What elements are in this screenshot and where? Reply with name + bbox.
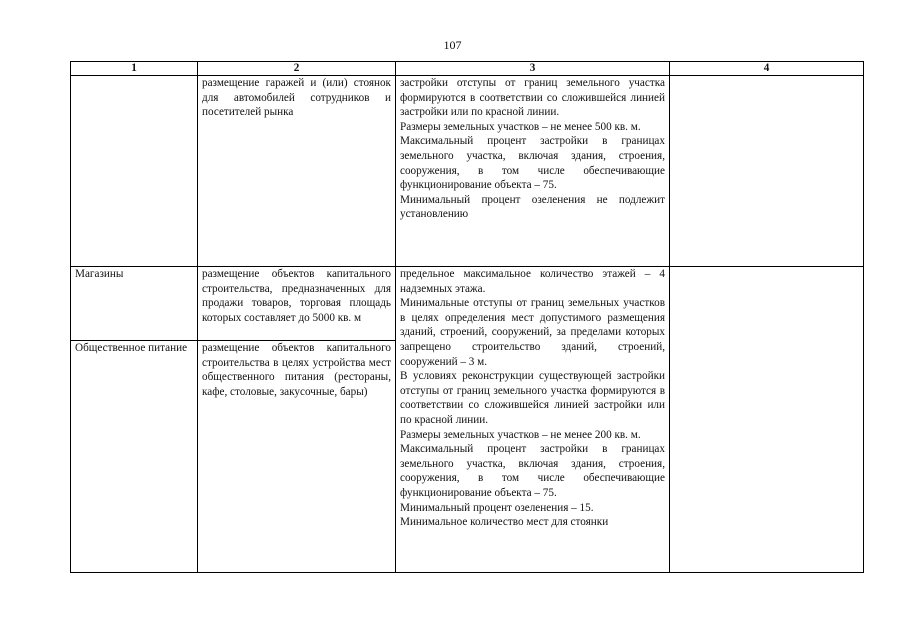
header-cell-4: 4 bbox=[670, 62, 864, 76]
parameter-paragraph: Минимальные отступы от границ земельных участков в целях определения мест допустимого размещения зданий, строений, сооружений, за пределами которых запрещено строительство зданий, строений, сооружений – 3 м. bbox=[400, 297, 665, 368]
notes-cell bbox=[670, 267, 864, 573]
use-description-cell bbox=[198, 76, 396, 267]
header-cell-3: 3 bbox=[396, 62, 670, 76]
header-cell-2: 2 bbox=[198, 62, 396, 76]
parameter-paragraph: Размеры земельных участков – не менее 200 кв. м. bbox=[400, 428, 641, 441]
parameter-paragraph: Размеры земельных участков – не менее 500 кв. м. bbox=[400, 120, 641, 133]
use-description-text: размещение гаражей и (или) стоянок для автомобилей сотрудников и посетителей рынка bbox=[202, 77, 391, 119]
use-description-text: размещение объектов капитального строительства в целях устройства мест общественного питания (рестораны, кафе, столовые, закусочные, бары) bbox=[202, 342, 391, 398]
use-type-cell bbox=[71, 341, 198, 573]
parameter-paragraph: предельное максимальное количество этажей – 4 надземных этажа. bbox=[400, 268, 665, 295]
use-description-cell bbox=[198, 267, 396, 341]
parameter-paragraph: застройки отступы от границ земельного участка формируются в соответствии со сложившейся линией застройки или по красной линии. bbox=[400, 77, 665, 119]
parameter-paragraph: Максимальный процент застройки в границах земельного участка, включая здания, строения, сооружения, в том числе обеспечивающие функционирование объекта – 75. bbox=[400, 443, 665, 499]
parameters-cell bbox=[396, 76, 670, 267]
page-number: 107 bbox=[443, 38, 462, 52]
table-row bbox=[71, 267, 864, 341]
use-description-cell bbox=[198, 341, 396, 573]
header-cell-1: 1 bbox=[71, 62, 198, 76]
notes-cell bbox=[670, 76, 864, 267]
parameter-paragraph: В условиях реконструкции существующей застройки отступы от границ земельного участка формируются в соответствии со сложившейся линией застройки или по красной линии. bbox=[400, 370, 665, 426]
parameter-paragraph: Минимальный процент озеленения – 15. bbox=[400, 501, 594, 514]
regulations-table bbox=[70, 61, 864, 573]
use-type-cell bbox=[71, 76, 198, 267]
use-type-cell bbox=[71, 267, 198, 341]
use-type-label: Магазины bbox=[75, 268, 124, 280]
parameter-paragraph: Минимальный процент озеленения не подлежит установлению bbox=[400, 193, 665, 221]
table-header-row bbox=[71, 62, 864, 76]
parameter-paragraph: Минимальное количество мест для стоянки bbox=[400, 516, 609, 529]
use-type-label: Общественное питание bbox=[75, 342, 188, 354]
parameters-cell bbox=[396, 267, 670, 573]
parameter-paragraph: Максимальный процент застройки в границах земельного участка, включая здания, строения, сооружения, в том числе обеспечивающие функционирование объекта – 75. bbox=[400, 135, 665, 192]
table-row bbox=[71, 76, 864, 267]
use-description-text: размещение объектов капитального строительства, предназначенных для продажи товаров, торговая площадь которых составляет до 5000 кв. м bbox=[202, 268, 391, 324]
